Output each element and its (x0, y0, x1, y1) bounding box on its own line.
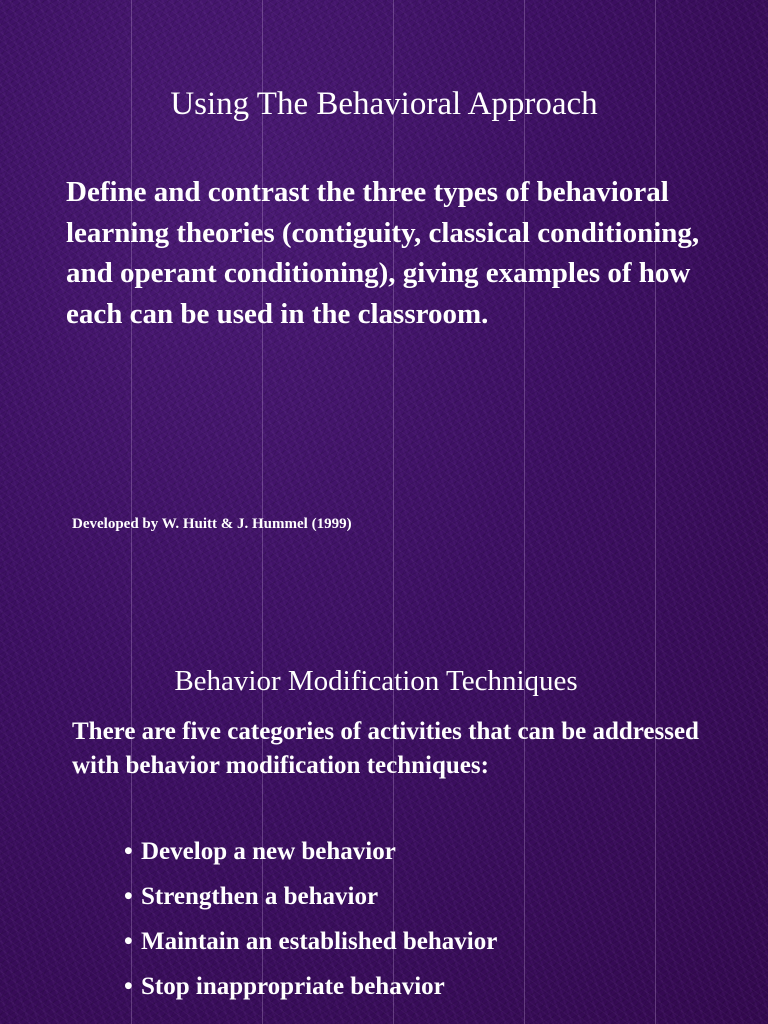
list-item-text: Maintain an established behavior (141, 928, 498, 955)
slide-title: Behavior Modification Techniques (174, 665, 578, 698)
list-item (124, 829, 497, 874)
list-item (124, 874, 497, 919)
slide-2 (0, 600, 768, 1024)
list-item (124, 919, 497, 964)
bullet-icon: • (124, 838, 133, 865)
author-credit: Developed by W. Huitt & J. Hummel (1999) (72, 516, 352, 532)
list-item (124, 964, 497, 1009)
learning-objective: Define and contrast the three types of behavioral learning theories (contiguity, classical conditioning, and operant conditioning), giving examples of how each can be used in the classroom. (66, 176, 700, 330)
bullet-icon: • (124, 973, 133, 1000)
intro-text: There are five categories of activities that can be addressed with behavior modification techniques: (72, 718, 699, 779)
slide-title: Using The Behavioral Approach (170, 86, 598, 123)
list-item-text: Stop inappropriate behavior (141, 973, 445, 1000)
list-item-text: Develop a new behavior (141, 838, 396, 865)
bullet-icon: • (124, 883, 133, 910)
list-item-text: Strengthen a behavior (141, 883, 379, 910)
bullet-list (124, 829, 497, 1009)
bullet-icon: • (124, 928, 133, 955)
